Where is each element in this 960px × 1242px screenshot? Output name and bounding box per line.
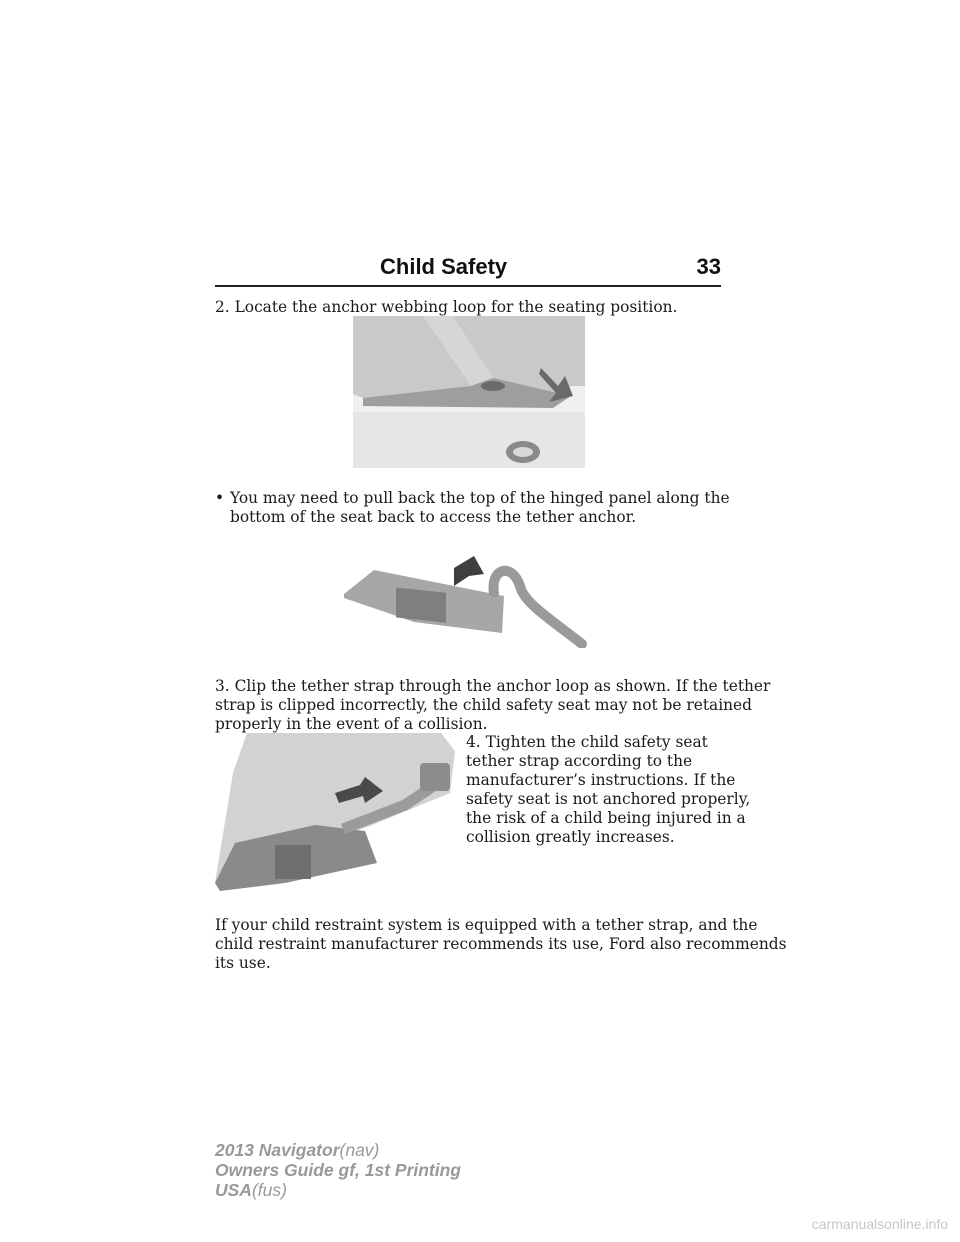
section-title: Child Safety: [380, 254, 508, 279]
step-4-line-6: collision greatly increases.: [466, 828, 675, 846]
step-4-line-5: the risk of a child being injured in a: [466, 809, 746, 827]
bullet-mark: •: [215, 489, 225, 507]
bullet-text-line-1: You may need to pull back the top of the hinged panel along the: [230, 489, 730, 507]
footer-guide: Owners Guide gf, 1st Printing: [215, 1160, 461, 1180]
step-3-line-1: 3. Clip the tether strap through the anchor loop as shown. If the tether: [215, 677, 771, 695]
page-header: [215, 254, 721, 286]
final-paragraph-line-2: child restraint manufacturer recommends its use, Ford also recommends: [215, 935, 787, 953]
step-4-line-4: safety seat is not anchored properly,: [466, 790, 751, 808]
tighten-strap-illustration: [215, 733, 455, 891]
footer-region: USA: [215, 1180, 252, 1200]
step-3-line-3: properly in the event of a collision.: [215, 715, 488, 733]
watermark: carmanualsonline.info: [811, 1216, 948, 1232]
step-2-text: 2. Locate the anchor webbing loop for the seating position.: [215, 298, 678, 316]
final-paragraph-line-1: If your child restraint system is equipped with a tether strap, and the: [215, 916, 758, 934]
footer-region-code: (fus): [251, 1180, 287, 1200]
step-4-line-1: 4. Tighten the child safety seat: [466, 733, 708, 751]
print-footer: [215, 1140, 461, 1200]
step-4-line-3: manufacturer’s instructions. If the: [466, 771, 736, 789]
seat-anchor-illustration: [353, 316, 585, 468]
tether-clip-illustration: [344, 548, 590, 648]
footer-model-code: (nav): [339, 1140, 380, 1160]
final-paragraph-line-3: its use.: [215, 954, 271, 972]
bullet-text-line-2: bottom of the seat back to access the tether anchor.: [230, 508, 637, 526]
header-rule: [215, 285, 721, 287]
page-number: 33: [696, 254, 721, 279]
footer-model: 2013 Navigator: [215, 1140, 340, 1160]
step-4-line-2: tether strap according to the: [466, 752, 693, 770]
step-3-line-2: strap is clipped incorrectly, the child safety seat may not be retained: [215, 696, 753, 714]
